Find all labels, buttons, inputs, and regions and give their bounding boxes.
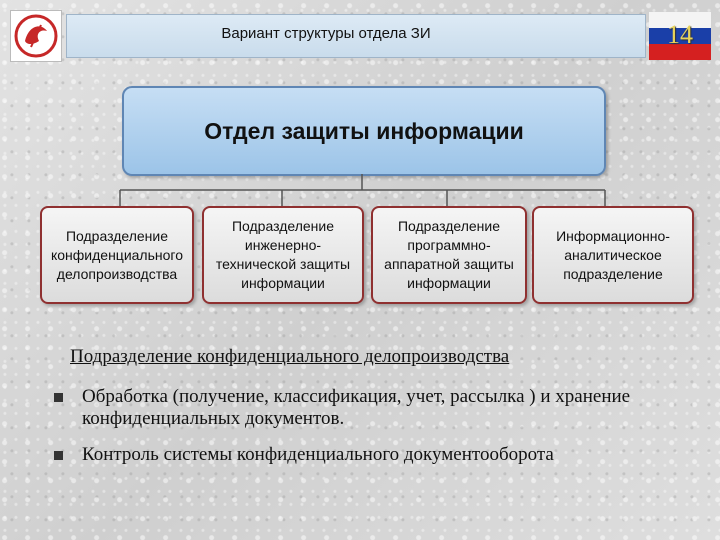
subunit-label: Информационно- аналитическое подразделение [556, 227, 670, 282]
subunit-label: Подразделение конфиденциального делопроизводства [50, 227, 183, 282]
subunit-box-analytics [532, 206, 694, 304]
page-title: Вариант структуры отдела ЗИ [221, 25, 431, 42]
subunit-box-engineering [202, 206, 364, 304]
bullet-text: Обработка (получение, классификация, учет, рассылка ) и хранение конфиденциальных документов. [82, 386, 631, 429]
bullet-list [50, 386, 690, 480]
main-unit-label: Отдел защиты информации [204, 117, 524, 144]
subunit-box-records [40, 206, 194, 304]
section-heading: Подразделение конфиденциального делопроизводства [70, 346, 510, 367]
bullet-text: Контроль системы конфиденциального документооборота [82, 444, 554, 465]
bullet-square-icon [54, 451, 63, 460]
subunit-box-software [371, 206, 527, 304]
bullet-square-icon [54, 393, 63, 402]
list-item [50, 444, 690, 466]
page-number: 14 [667, 20, 693, 49]
subunit-label: Подразделение инженерно- технической защиты информации [215, 218, 351, 291]
subunit-label: Подразделение программно- аппаратной защиты информации [384, 218, 514, 291]
list-item [50, 386, 690, 430]
